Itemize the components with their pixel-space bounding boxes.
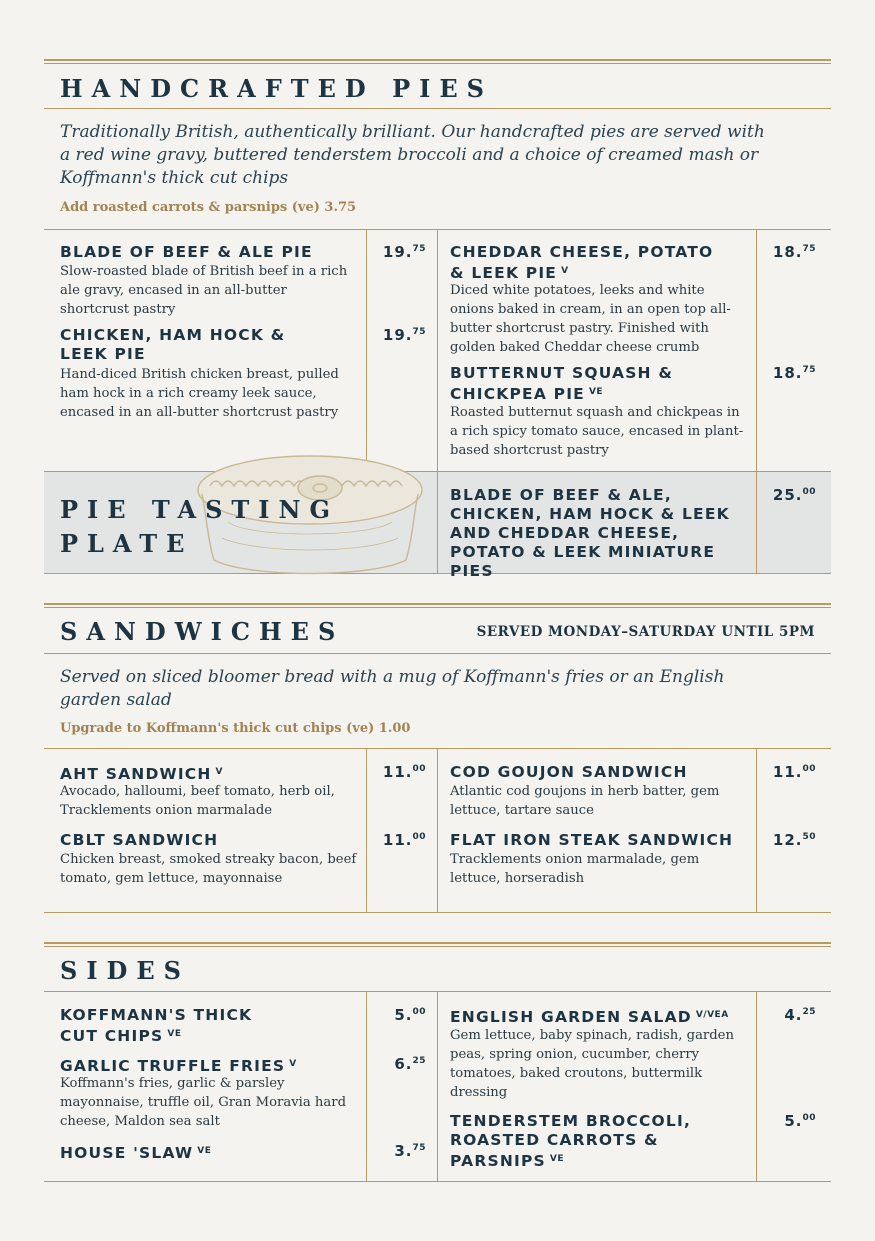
menu-item-description: Chicken breast, smoked streaky bacon, beef tomato, gem lettuce, mayonnaise xyxy=(60,852,357,886)
section-rule xyxy=(44,607,831,608)
menu-item-price: 3.75 xyxy=(394,1142,426,1160)
tasting-plate-title: PIE TASTING PLATE xyxy=(60,495,339,558)
menu-item-name: GARLIC TRUFFLE FRIES $^V$ xyxy=(60,1057,297,1075)
sandwiches-intro: Served on sliced bloomer bread with a mug of Koffmann's fries or an English garden salad xyxy=(60,667,725,710)
tasting-plate-name: BLADE OF BEEF & ALE, CHICKEN, HAM HOCK & LEEK AND CHEDDAR CHEESE, POTATO & LEEK MINIATURE PIES xyxy=(450,486,730,580)
section-rule xyxy=(44,59,831,61)
menu-item-price: 11.00 xyxy=(382,763,426,781)
served-times: SERVED MONDAY–SATURDAY UNTIL 5PM xyxy=(476,624,815,640)
menu-item-price: 18.75 xyxy=(772,243,816,261)
section-title-sandwiches: SANDWICHES xyxy=(60,617,345,646)
tasting-plate-price: 25.00 xyxy=(772,486,816,504)
column-divider xyxy=(366,229,367,471)
menu-item-description: Atlantic cod goujons in herb batter, gem lettuce, tartare sauce xyxy=(450,784,720,818)
menu-item-name: HOUSE 'SLAW $^{VE}$ xyxy=(60,1144,212,1162)
section-rule xyxy=(44,946,831,947)
sandwiches-addon: Upgrade to Koffmann's thick cut chips (ve) 1.00 xyxy=(60,721,411,736)
column-divider xyxy=(437,748,438,912)
menu-item-description: Hand-diced British chicken breast, pulled ham hock in a rich creamy leek sauce, encased in an all-butter shortcrust pastry xyxy=(60,367,339,420)
menu-item-description: Roasted butternut squash and chickpeas in a rich spicy tomato sauce, encased in plant-based shortcrust pastry xyxy=(450,405,744,458)
pies-addon: Add roasted carrots & parsnips (ve) 3.75 xyxy=(60,200,357,215)
column-divider xyxy=(437,991,438,1181)
menu-item-price: 6.25 xyxy=(394,1055,426,1073)
menu-item-name: CHICKEN, HAM HOCK & LEEK PIE xyxy=(60,326,286,363)
menu-item-price: 11.00 xyxy=(772,763,816,781)
section-rule xyxy=(44,653,831,654)
menu-item-description: Diced white potatoes, leeks and white onions baked in cream, in an open top all-butter shortcrust pastry. Finished with golden baked Cheddar cheese crumb xyxy=(450,283,731,355)
menu-item-description: Gem lettuce, baby spinach, radish, garden peas, spring onion, cucumber, cherry tomatoes, baked croutons, buttermilk dressing xyxy=(450,1028,734,1100)
section-rule xyxy=(44,603,831,605)
section-rule xyxy=(44,108,831,109)
menu-item-description: Koffmann's fries, garlic & parsley mayonnaise, truffle oil, Gran Moravia hard cheese, Maldon sea salt xyxy=(60,1076,347,1129)
section-rule xyxy=(44,912,831,913)
menu-item-description: Tracklements onion marmalade, gem lettuce, horseradish xyxy=(450,852,700,886)
menu-item-price: 19.75 xyxy=(382,243,426,261)
menu-item-price: 5.00 xyxy=(784,1112,816,1130)
section-rule xyxy=(44,63,831,64)
menu-item-name: CHEDDAR CHEESE, POTATO & LEEK PIE $^V$ xyxy=(450,243,714,282)
menu-item-description: Slow-roasted blade of British beef in a rich ale gravy, encased in an all-butter shortcrust pastry xyxy=(60,264,348,317)
menu-item-name: CBLT SANDWICH xyxy=(60,831,219,849)
menu-item-price: 5.00 xyxy=(394,1006,426,1024)
section-rule xyxy=(44,1181,831,1182)
column-divider xyxy=(437,471,438,573)
menu-item-name: ENGLISH GARDEN SALAD $^{V/VEA}$ xyxy=(450,1008,729,1026)
menu-item-name: FLAT IRON STEAK SANDWICH xyxy=(450,831,734,849)
menu-item-name: BLADE OF BEEF & ALE PIE xyxy=(60,243,313,261)
menu-item-name: BUTTERNUT SQUASH & CHICKPEA PIE $^{VE}$ xyxy=(450,364,674,403)
menu-item-name: AHT SANDWICH $^V$ xyxy=(60,765,224,783)
section-title-pies: HANDCRAFTED PIES xyxy=(60,74,493,103)
menu-item-name: KOFFMANN'S THICK CUT CHIPS $^{VE}$ xyxy=(60,1006,253,1045)
menu-item-price: 19.75 xyxy=(382,326,426,344)
menu-item-price: 11.00 xyxy=(382,831,426,849)
menu-item-price: 4.25 xyxy=(784,1006,816,1024)
menu-item-price: 18.75 xyxy=(772,364,816,382)
section-title-sides: SIDES xyxy=(60,956,190,985)
menu-item-description: Avocado, halloumi, beef tomato, herb oil, Tracklements onion marmalade xyxy=(60,784,335,818)
section-rule xyxy=(44,942,831,944)
menu-item-price: 12.50 xyxy=(772,831,816,849)
pies-intro: Traditionally British, authentically brilliant. Our handcrafted pies are served with a red wine gravy, buttered tenderstem broccoli and a choice of creamed mash or Koffmann's thick cut chips xyxy=(60,122,765,188)
menu-item-name: COD GOUJON SANDWICH xyxy=(450,763,688,781)
menu-item-name: TENDERSTEM BROCCOLI, ROASTED CARROTS & PARSNIPS $^{VE}$ xyxy=(450,1112,692,1170)
